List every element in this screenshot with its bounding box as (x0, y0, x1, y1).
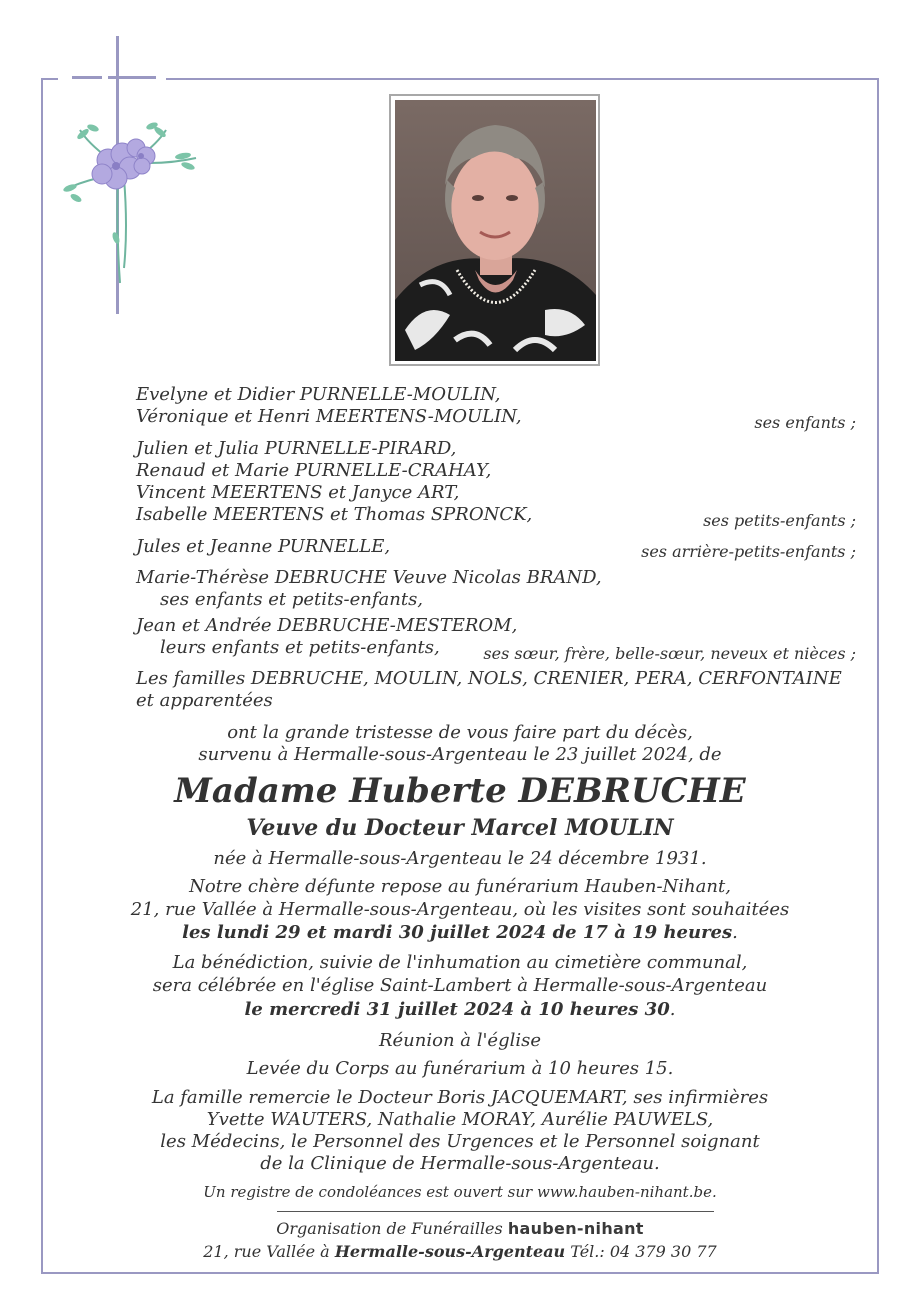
family-line-7: Jules et Jeanne PURNELLE, (136, 536, 391, 557)
deceased-name: Madame Huberte DEBRUCHE (174, 771, 746, 811)
footer-address-city: Hermalle-sous-Argenteau (334, 1242, 566, 1261)
family-line-12: Les familles DEBRUCHE, MOULIN, NOLS, CRENIER, PERA, CERFONTAINE (136, 668, 842, 689)
condolence-registry: Un registre de condoléances est ouvert sur www.hauben-nihant.be. (203, 1183, 717, 1201)
family-line-8: Marie-Thérèse DEBRUCHE Veuve Nicolas BRAND, (136, 567, 602, 588)
thanks-line-2: Yvette WAUTERS, Nathalie MORAY, Aurélie PAUWELS, (206, 1109, 714, 1130)
ceremony-date-end: . (669, 999, 676, 1020)
ceremony-line-1: La bénédiction, suivie de l'inhumation au cimetière communal, (172, 952, 748, 973)
ceremony-date (41, 999, 879, 1021)
thanks-line-1: La famille remercie le Docteur Boris JACQUEMART, ses infirmières (151, 1087, 769, 1108)
family-line-4: Renaud et Marie PURNELLE-CRAHAY, (136, 460, 492, 481)
visits-dates-end: . (732, 922, 738, 943)
footer-org-label: Organisation de Funérailles (276, 1219, 503, 1238)
footer-address-start: 21, rue Vallée à (203, 1242, 330, 1261)
family-line-3: Julien et Julia PURNELLE-PIRARD, (136, 438, 457, 459)
family-line-1: Evelyne et Didier PURNELLE-MOULIN, (136, 384, 501, 405)
family-line-13: et apparentées (136, 690, 273, 711)
deceased-born: née à Hermalle-sous-Argenteau le 24 décembre 1931. (213, 848, 707, 869)
family-line-9: ses enfants et petits-enfants, (160, 589, 424, 610)
thanks-line-4: de la Clinique de Hermalle-sous-Argenteau. (260, 1153, 660, 1174)
thanks-line-3: les Médecins, le Personnel des Urgences et le Personnel soignant (160, 1131, 760, 1152)
family-line-6: Isabelle MEERTENS et Thomas SPRONCK, (136, 504, 533, 525)
footer-address (41, 1242, 879, 1262)
footer-org (41, 1219, 879, 1239)
visits-line-1: Notre chère défunte repose au funérarium Hauben-Nihant, (189, 876, 731, 897)
announcement-line-2: survenu à Hermalle-sous-Argenteau le 23 juillet 2024, de (198, 744, 722, 765)
footer-divider (277, 1211, 714, 1212)
family-line-10: Jean et Andrée DEBRUCHE-MESTEROM, (136, 615, 518, 636)
family-line-5: Vincent MEERTENS et Janyce ART, (136, 482, 460, 503)
family-line-2: Véronique et Henri MEERTENS-MOULIN, (136, 406, 522, 427)
footer-phone: Tél.: 04 379 30 77 (570, 1242, 717, 1261)
relation-greatgrandchildren: ses arrière-petits-enfants ; (641, 542, 856, 561)
family-line-11: leurs enfants et petits-enfants, (160, 637, 440, 658)
deceased-widow-of: Veuve du Docteur Marcel MOULIN (246, 815, 674, 841)
brand-logo: hauben-nihant (507, 1219, 644, 1238)
portrait-photo (395, 100, 596, 361)
relation-children: ses enfants ; (754, 413, 856, 432)
ceremony-line-2: sera célébrée en l'église Saint-Lambert à Hermalle-sous-Argenteau (152, 975, 768, 996)
ceremony-date-bold: le mercredi 31 juillet 2024 à 10 heures 30 (244, 999, 670, 1020)
cross-arm-left (72, 76, 102, 79)
visits-dates-bold: les lundi 29 et mardi 30 juillet 2024 de 17 à 19 heures (182, 922, 733, 943)
visits-dates (41, 922, 879, 944)
ceremony-meeting: Réunion à l'église (378, 1030, 542, 1051)
relation-grandchildren: ses petits-enfants ; (703, 511, 856, 530)
ceremony-levee: Levée du Corps au funérarium à 10 heures 15. (246, 1058, 674, 1079)
visits-line-2: 21, rue Vallée à Hermalle-sous-Argenteau, où les visites sont souhaitées (130, 899, 790, 920)
relation-siblings: ses sœur, frère, belle-sœur, neveux et nièces ; (483, 644, 856, 663)
flower-bouquet-icon (58, 118, 200, 290)
announcement-line-1: ont la grande tristesse de vous faire part du décès, (227, 722, 693, 743)
cross-arm-right (108, 76, 156, 79)
